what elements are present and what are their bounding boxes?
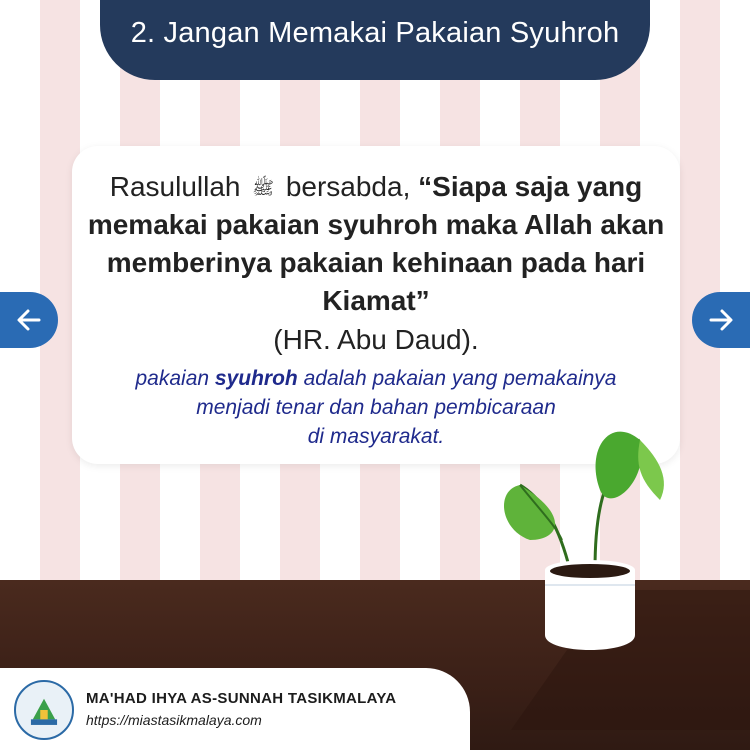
title-banner (100, 0, 650, 80)
note-line-3: di masyarakat. (307, 425, 445, 448)
salawat-glyph: ﷺ (252, 177, 275, 199)
quote-line-3: memberinya pakaian kehinaan pada hari (106, 247, 646, 278)
next-button[interactable] (692, 292, 750, 348)
quote-line-1: “Siapa saja yang (418, 171, 643, 202)
note-line-2: menjadi tenar dan bahan pembicaraan (196, 396, 556, 419)
logo-emblem (16, 682, 72, 738)
organization-name: MA'HAD IHYA AS-SUNNAH TASIKMALAYA (86, 690, 397, 707)
quote-intro: Rasulullah (109, 171, 241, 202)
hadith-source: (HR. Abu Daud). (273, 324, 479, 355)
hadith-quote (72, 168, 680, 320)
hadith-card (72, 146, 680, 464)
website-link[interactable]: https://miastasikmalaya.com (86, 712, 262, 728)
page-title: 2. Jangan Memakai Pakaian Syuhroh (130, 17, 620, 49)
note-suffix: adalah pakaian yang pemakainya (297, 367, 617, 390)
quote-line-4: Kiamat” (322, 285, 430, 316)
footer-bar (0, 668, 470, 750)
arrow-right-icon (707, 306, 735, 334)
quote-said: bersabda, (285, 171, 419, 202)
potted-plant-illustration (500, 420, 680, 670)
note-term: syuhroh (214, 367, 298, 390)
organization-logo (14, 680, 74, 740)
quote-line-2: memakai pakaian syuhroh maka Allah akan (87, 209, 665, 240)
arrow-left-icon (15, 306, 43, 334)
previous-button[interactable] (0, 292, 58, 348)
note-prefix: pakaian (135, 367, 215, 390)
